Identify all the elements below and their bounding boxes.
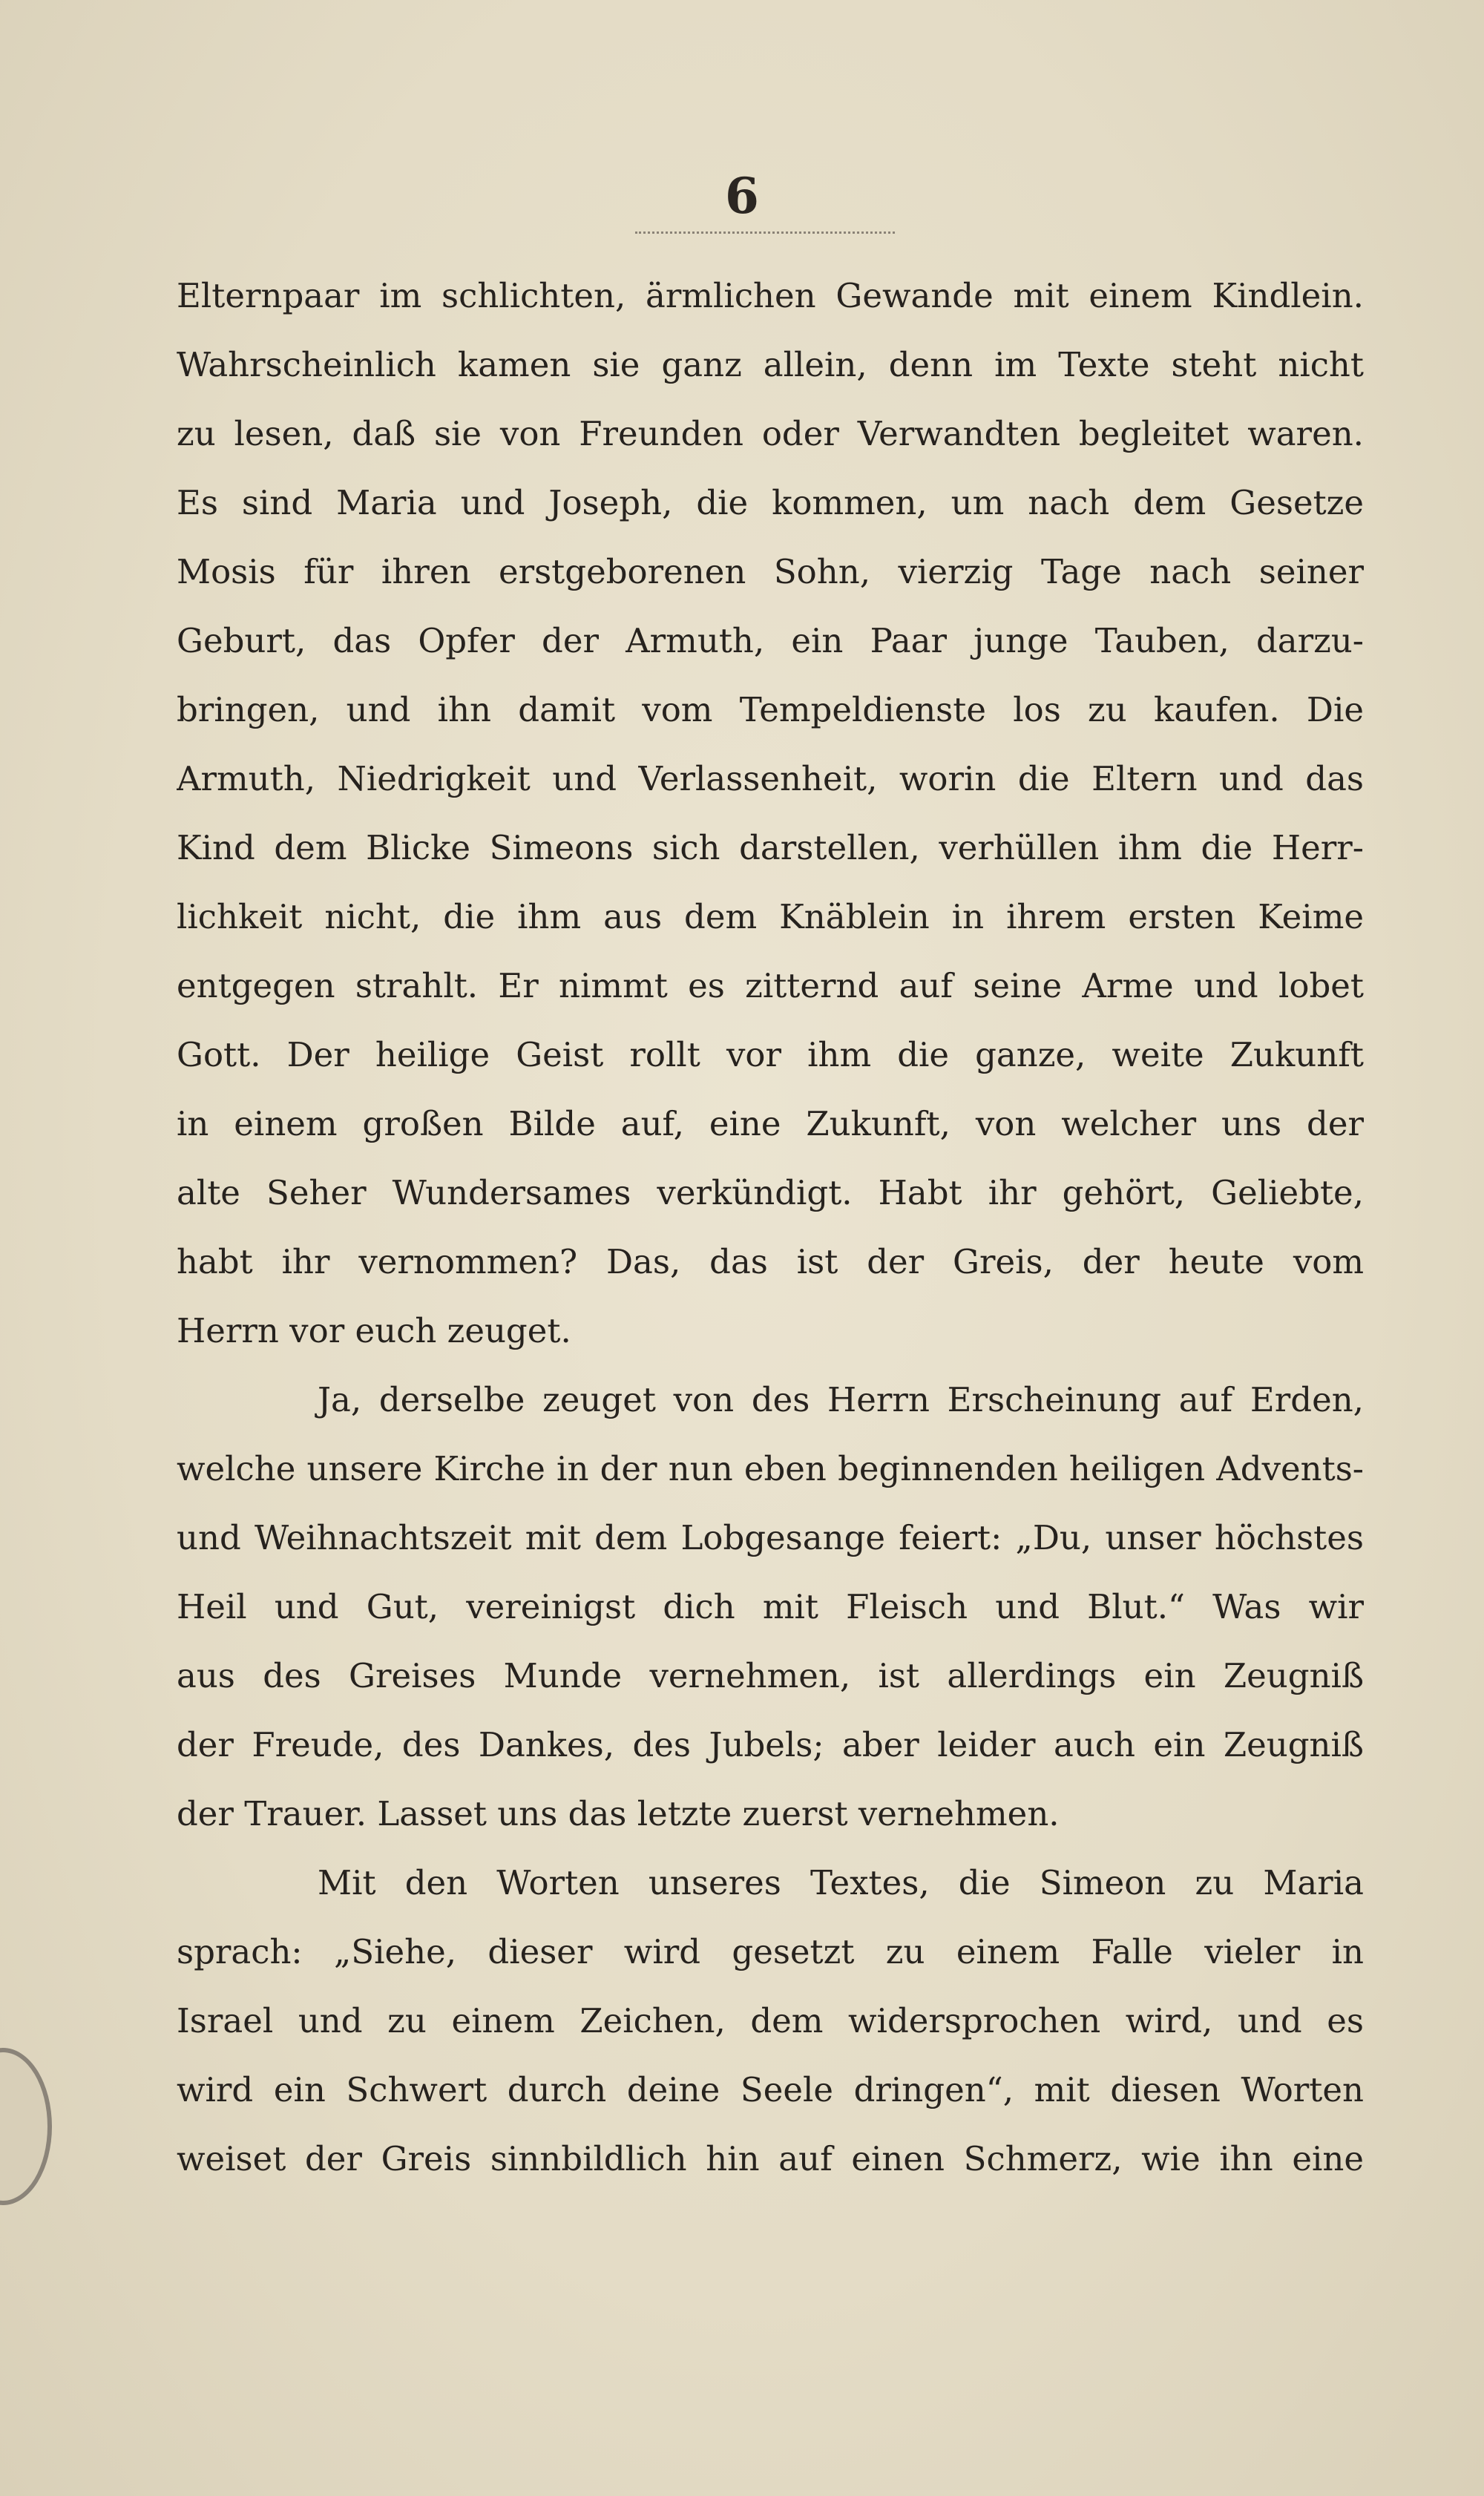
text-line: alte Seher Wundersames verkündigt. Habt ihr gehört, Geliebte,	[177, 1173, 1364, 1212]
text-line: entgegen strahlt. Er nimmt es zitternd auf seine Arme und lobet	[177, 966, 1364, 1005]
text-line: Gott. Der heilige Geist rollt vor ihm die ganze, weite Zukunft	[177, 1035, 1364, 1074]
text-line: Mosis für ihren erstgeborenen Sohn, vierzig Tage nach seiner	[177, 552, 1364, 591]
text-line: Ja, derselbe zeuget von des Herrn Erscheinung auf Erden,	[318, 1380, 1364, 1419]
text-line: Heil und Gut, vereinigst dich mit Fleisch und Blut.“ Was wir	[177, 1587, 1364, 1626]
text-line: Mit den Worten unseres Textes, die Simeon zu Maria	[318, 1863, 1364, 1902]
body-text	[177, 261, 1364, 2193]
text-line: Herrn vor euch zeuget.	[177, 1311, 571, 1350]
text-line: Israel und zu einem Zeichen, dem widersprochen wird, und es	[177, 2001, 1364, 2040]
text-line: welche unsere Kirche in der nun eben beginnenden heiligen Advents-	[177, 1449, 1364, 1488]
text-line: wird ein Schwert durch deine Seele dringen“, mit diesen Worten	[177, 2070, 1364, 2109]
text-line: der Freude, des Dankes, des Jubels; aber leider auch ein Zeugniß	[177, 1725, 1364, 1764]
text-line: weiset der Greis sinnbildlich hin auf einen Schmerz, wie ihn eine	[177, 2139, 1364, 2178]
text-line: habt ihr vernommen? Das, das ist der Greis, der heute vom	[177, 1242, 1364, 1281]
text-line: Es sind Maria und Joseph, die kommen, um nach dem Gesetze	[177, 483, 1364, 522]
text-line: bringen, und ihn damit vom Tempeldienste los zu kaufen. Die	[177, 690, 1364, 729]
text-line: aus des Greises Munde vernehmen, ist allerdings ein Zeugniß	[177, 1656, 1364, 1695]
text-line: und Weihnachtszeit mit dem Lobgesange feiert: „Du, unser höchstes	[177, 1518, 1364, 1557]
text-line: Kind dem Blicke Simeons sich darstellen, verhüllen ihm die Herr-	[177, 828, 1364, 867]
text-line: Armuth, Niedrigkeit und Verlassenheit, worin die Eltern und das	[177, 759, 1364, 798]
text-line: sprach: „Siehe, dieser wird gesetzt zu einem Falle vieler in	[177, 1932, 1364, 1971]
text-line: der Trauer. Lasset uns das letzte zuerst vernehmen.	[177, 1794, 1060, 1833]
text-line: Wahrscheinlich kamen sie ganz allein, denn im Texte steht nicht	[177, 345, 1364, 384]
page-number: 6	[725, 167, 759, 225]
text-line: Geburt, das Opfer der Armuth, ein Paar junge Tauben, darzu-	[177, 621, 1364, 660]
header-rule	[635, 231, 895, 234]
binding-hole	[0, 2048, 52, 2205]
text-line: zu lesen, daß sie von Freunden oder Verwandten begleitet waren.	[177, 414, 1364, 453]
text-line: Elternpaar im schlichten, ärmlichen Gewande mit einem Kindlein.	[177, 276, 1364, 315]
text-line: lichkeit nicht, die ihm aus dem Knäblein in ihrem ersten Keime	[177, 897, 1364, 936]
text-line: in einem großen Bilde auf, eine Zukunft, von welcher uns der	[177, 1104, 1364, 1143]
